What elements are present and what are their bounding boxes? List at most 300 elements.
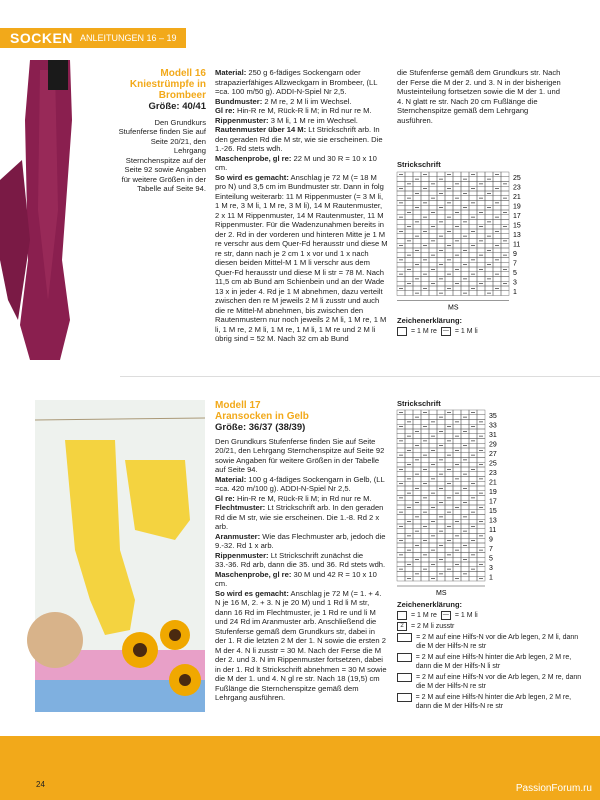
chart-cell bbox=[437, 462, 445, 467]
chart-cell bbox=[437, 434, 445, 439]
chart-cell bbox=[445, 548, 453, 553]
chart-cell bbox=[445, 543, 453, 548]
chart-cell bbox=[445, 557, 453, 562]
instruction-text: Anschlag je 72 M (= 1. + 4. N je 16 M, 2. + 3. N je 20 M) und 1 Rd li M str, dann 16 Rd im Flechtmuster, je 1 Rd re und li M und 24 Rd im Aranmuster arb. Anschließend die Stufenferse gemäß dem Grundkurs str, dabei in der 1. R die letzten 2 M der 1. N sowie die ersten 2 M der 4. N li zusstr = 30 M. Nach der Ferse die M der 2. und 3. N im Rippenmuster fortsetzen, dabei in der 1. Rd lt Strickschrift abnehmen = 30 M sowie die M der 1. und 4. N gl re str. Nach 18 (19,5) cm Fußlänge die Sternchenspitze gemäß dem Lehrgang ausführen. bbox=[215, 588, 387, 702]
chart-cell bbox=[421, 429, 429, 434]
chart-cell bbox=[437, 224, 445, 229]
chart-cell bbox=[405, 172, 413, 177]
chart-cell bbox=[501, 234, 509, 239]
chart-row-label: 19 bbox=[513, 203, 521, 211]
chart-cell bbox=[437, 258, 445, 263]
chart-cell bbox=[429, 424, 437, 429]
chart-cell bbox=[413, 182, 421, 187]
chart-cell bbox=[445, 576, 453, 581]
chart-cell bbox=[477, 500, 485, 505]
chart-cell bbox=[453, 538, 461, 543]
chart-cell bbox=[437, 477, 445, 482]
chart-cell bbox=[453, 510, 461, 515]
chart-cell bbox=[445, 220, 453, 225]
chart-cell bbox=[501, 272, 509, 277]
chart-cell bbox=[453, 410, 461, 415]
chart-cell bbox=[445, 486, 453, 491]
chart-cell bbox=[429, 234, 437, 239]
chart-cell bbox=[453, 234, 461, 239]
chart-cell bbox=[461, 239, 469, 244]
chart-cell bbox=[445, 429, 453, 434]
chart-cell bbox=[461, 534, 469, 539]
chart-row-label: 11 bbox=[513, 241, 521, 249]
chart-cell bbox=[429, 177, 437, 182]
chart-cell bbox=[461, 286, 469, 291]
chart-cell bbox=[421, 253, 429, 258]
chart-cell bbox=[461, 182, 469, 187]
chart-cell bbox=[421, 210, 429, 215]
chart-cell bbox=[413, 481, 421, 486]
instruction-label: So wird es gemacht: bbox=[215, 588, 289, 598]
chart-row-label: 3 bbox=[513, 279, 517, 287]
chart-cell bbox=[397, 491, 405, 496]
model16-intro-text: Den Grundkurs Stufenferse finden Sie auf Seite 20/21, den Lehrgang Sternchenspitze auf der Seite 92 sowie Angaben für weitere Größen in der Tabelle auf Seite 94. bbox=[118, 117, 206, 193]
chart-cell bbox=[501, 262, 509, 267]
chart-cell bbox=[421, 277, 429, 282]
chart-cell bbox=[405, 243, 413, 248]
instruction-text: Hin-R re M, Rück-R li M; in Rd nur re M. bbox=[234, 493, 372, 503]
chart-cell bbox=[413, 210, 421, 215]
chart-cell bbox=[469, 182, 477, 187]
chart-cell bbox=[485, 272, 493, 277]
chart-cell bbox=[445, 234, 453, 239]
chart-cell bbox=[469, 477, 477, 482]
chart-cell bbox=[461, 548, 469, 553]
chart-cell bbox=[429, 543, 437, 548]
instruction-label: Aranmuster: bbox=[215, 531, 261, 541]
chart-cell bbox=[453, 277, 461, 282]
chart-cell bbox=[413, 258, 421, 263]
chart-cell bbox=[493, 239, 501, 244]
chart-cell bbox=[453, 272, 461, 277]
chart-cell bbox=[421, 486, 429, 491]
chart-row-label: 1 bbox=[489, 574, 493, 582]
chart-cell bbox=[445, 505, 453, 510]
chart-cell bbox=[405, 201, 413, 206]
chart-cell bbox=[421, 182, 429, 187]
chart-cell bbox=[461, 481, 469, 486]
chart-cell bbox=[397, 529, 405, 534]
chart-cell bbox=[413, 424, 421, 429]
chart-cell bbox=[413, 272, 421, 277]
chart-cell bbox=[469, 562, 477, 567]
chart-cell bbox=[437, 453, 445, 458]
chart-cell bbox=[397, 448, 405, 453]
chart-cell bbox=[461, 524, 469, 529]
photo-purple-socks bbox=[0, 60, 100, 370]
chart-cell bbox=[477, 557, 485, 562]
chart-cell bbox=[477, 201, 485, 206]
chart-cell bbox=[405, 500, 413, 505]
chart-cell bbox=[405, 557, 413, 562]
chart-cell bbox=[469, 543, 477, 548]
chart-row-label: 27 bbox=[489, 451, 497, 459]
chart-cell bbox=[453, 500, 461, 505]
chart-cell bbox=[485, 182, 493, 187]
chart-cell bbox=[413, 239, 421, 244]
chart-cell bbox=[413, 448, 421, 453]
chart-cell bbox=[445, 239, 453, 244]
chart-cell bbox=[429, 443, 437, 448]
chart-cell bbox=[405, 472, 413, 477]
legend-cable-2: = 2 M auf eine Hilfs-N hinter die Arb legen, 2 M re, dann die M der Hilfs-N li str bbox=[415, 654, 572, 670]
chart-cell bbox=[421, 462, 429, 467]
cable-front-purl-icon bbox=[397, 633, 412, 642]
chart-cell bbox=[445, 191, 453, 196]
chart-row-label: 25 bbox=[489, 460, 497, 468]
chart-cell bbox=[413, 453, 421, 458]
chart-cell bbox=[429, 415, 437, 420]
chart-cell bbox=[397, 196, 405, 201]
instruction-paragraph bbox=[215, 125, 388, 154]
cable-front-knit-icon bbox=[397, 673, 412, 682]
chart-cell bbox=[477, 472, 485, 477]
chart-cell bbox=[477, 415, 485, 420]
chart-cell bbox=[421, 220, 429, 225]
chart-cell bbox=[421, 500, 429, 505]
chart-cell bbox=[493, 253, 501, 258]
chart-cell bbox=[437, 201, 445, 206]
chart-cell bbox=[469, 253, 477, 258]
chart-cell bbox=[421, 472, 429, 477]
chart-cell bbox=[421, 448, 429, 453]
chart-cell bbox=[453, 291, 461, 296]
chart-cell bbox=[445, 253, 453, 258]
chart-cell bbox=[501, 258, 509, 263]
chart-cell bbox=[469, 248, 477, 253]
chart-cell bbox=[453, 553, 461, 558]
chart-cell bbox=[461, 467, 469, 472]
chart-cell bbox=[485, 201, 493, 206]
chart-cell bbox=[477, 286, 485, 291]
chart-cell bbox=[421, 224, 429, 229]
instruction-label: Maschenprobe, gl re: bbox=[215, 569, 292, 579]
chart-cell bbox=[461, 243, 469, 248]
chart-cell bbox=[397, 515, 405, 520]
chart-cell bbox=[477, 410, 485, 415]
chart-cell bbox=[469, 239, 477, 244]
chart-cell bbox=[485, 253, 493, 258]
section-divider bbox=[120, 376, 600, 377]
chart-cell bbox=[453, 557, 461, 562]
legend-knit: = 1 M re bbox=[411, 612, 437, 619]
chart-cell bbox=[477, 277, 485, 282]
chart-cell bbox=[429, 286, 437, 291]
chart-cell bbox=[421, 443, 429, 448]
chart-cell bbox=[461, 477, 469, 482]
chart-cell bbox=[437, 562, 445, 567]
chart-cell bbox=[493, 234, 501, 239]
chart-cell bbox=[429, 429, 437, 434]
chart-cell bbox=[501, 191, 509, 196]
chart-cell bbox=[461, 553, 469, 558]
chart-cell bbox=[477, 429, 485, 434]
instruction-text: 2 M re, 2 M li im Wechsel. bbox=[262, 96, 352, 106]
chart-cell bbox=[461, 196, 469, 201]
instruction-text: 250 g 6-fädiges Sockengarn oder strapazierfähiges Allzweckgarn in Brombeer, (LL =ca. 100 m/50 g). ADDI-N-Spiel Nr 2,5. bbox=[215, 68, 378, 96]
chart-cell bbox=[429, 472, 437, 477]
chart-cell bbox=[429, 215, 437, 220]
chart-cell bbox=[413, 243, 421, 248]
chart-cell bbox=[445, 491, 453, 496]
chart-cell bbox=[453, 177, 461, 182]
chart-cell bbox=[405, 496, 413, 501]
chart-cell bbox=[469, 529, 477, 534]
chart-cell bbox=[461, 272, 469, 277]
chart-cell bbox=[477, 515, 485, 520]
legend-purl: = 1 M li bbox=[454, 328, 478, 335]
chart-cell bbox=[461, 281, 469, 286]
chart-cell bbox=[461, 505, 469, 510]
chart-cell bbox=[429, 467, 437, 472]
chart-cell bbox=[405, 291, 413, 296]
chart-cell bbox=[445, 420, 453, 425]
chart-cell bbox=[405, 248, 413, 253]
chart-cell bbox=[397, 281, 405, 286]
chart-cell bbox=[437, 410, 445, 415]
chart-cell bbox=[413, 439, 421, 444]
chart-cell bbox=[453, 496, 461, 501]
chart-row-label: 33 bbox=[489, 422, 497, 430]
chart-cell bbox=[437, 491, 445, 496]
chart-cell bbox=[461, 562, 469, 567]
chart-cell bbox=[477, 486, 485, 491]
instruction-paragraph bbox=[215, 116, 388, 126]
instruction-label: Flechtmuster: bbox=[215, 503, 266, 512]
chart-cell bbox=[469, 491, 477, 496]
chart-row-label: 35 bbox=[489, 413, 497, 421]
chart-cell bbox=[421, 191, 429, 196]
legend-decrease: = 2 M li zusstr bbox=[411, 623, 455, 630]
chart-cell bbox=[397, 420, 405, 425]
chart-cell bbox=[429, 439, 437, 444]
chart-cell bbox=[461, 410, 469, 415]
chart-cell bbox=[437, 567, 445, 572]
chart-cell bbox=[429, 172, 437, 177]
chart-cell bbox=[477, 572, 485, 577]
chart-cell bbox=[421, 519, 429, 524]
chart-row-label: 9 bbox=[489, 536, 493, 544]
chart-cell bbox=[397, 472, 405, 477]
chart-cell bbox=[469, 505, 477, 510]
chart-row-label: 9 bbox=[513, 251, 517, 259]
chart-cell bbox=[469, 434, 477, 439]
model17-size: Größe: 36/37 (38/39) bbox=[215, 422, 306, 433]
chart-cell bbox=[413, 410, 421, 415]
chart-cell bbox=[469, 472, 477, 477]
chart-cell bbox=[437, 424, 445, 429]
chart-cell bbox=[405, 186, 413, 191]
chart-cell bbox=[413, 519, 421, 524]
chart-cell bbox=[445, 262, 453, 267]
chart-row-label: 31 bbox=[489, 432, 497, 440]
chart-cell bbox=[421, 515, 429, 520]
chart-cell bbox=[485, 196, 493, 201]
chart-cell bbox=[469, 224, 477, 229]
chart-cell bbox=[421, 576, 429, 581]
chart-row-label: 7 bbox=[513, 260, 517, 268]
model16-instructions-cont bbox=[397, 68, 565, 125]
instruction-label: Material: bbox=[215, 474, 247, 484]
chart-cell bbox=[397, 267, 405, 272]
chart-cell bbox=[461, 448, 469, 453]
chart-cell bbox=[445, 196, 453, 201]
chart-cell bbox=[493, 248, 501, 253]
chart-cell bbox=[445, 448, 453, 453]
chart-cell bbox=[413, 524, 421, 529]
chart-cell bbox=[493, 267, 501, 272]
instruction-paragraph bbox=[215, 589, 388, 703]
chart-cell bbox=[421, 562, 429, 567]
chart-cell bbox=[461, 201, 469, 206]
chart-cell bbox=[477, 524, 485, 529]
chart-cell bbox=[405, 177, 413, 182]
section-subtitle: ANLEITUNGEN 16 – 19 bbox=[80, 33, 177, 43]
chart-cell bbox=[445, 572, 453, 577]
model17-legend-row bbox=[397, 693, 587, 711]
chart-cell bbox=[405, 515, 413, 520]
model16-size: Größe: 40/41 bbox=[148, 101, 206, 112]
chart-cell bbox=[437, 286, 445, 291]
chart-cell bbox=[421, 491, 429, 496]
chart-cell bbox=[461, 258, 469, 263]
chart-cell bbox=[413, 538, 421, 543]
chart-cell bbox=[405, 215, 413, 220]
chart-cell bbox=[397, 562, 405, 567]
chart-cell bbox=[413, 491, 421, 496]
chart-cell bbox=[429, 186, 437, 191]
chart-cell bbox=[485, 258, 493, 263]
chart-cell bbox=[397, 543, 405, 548]
chart-cell bbox=[429, 496, 437, 501]
chart-cell bbox=[405, 572, 413, 577]
chart-cell bbox=[421, 572, 429, 577]
chart-cell bbox=[437, 505, 445, 510]
chart-ms-label: MS bbox=[436, 590, 447, 597]
chart-cell bbox=[477, 177, 485, 182]
chart-cell bbox=[469, 500, 477, 505]
chart-cell bbox=[413, 567, 421, 572]
chart-cell bbox=[397, 248, 405, 253]
model17-subtitle: Aransocken in Gelb bbox=[215, 411, 309, 422]
chart-cell bbox=[445, 519, 453, 524]
chart-cell bbox=[413, 467, 421, 472]
chart-cell bbox=[445, 500, 453, 505]
chart-cell bbox=[461, 224, 469, 229]
chart-cell bbox=[469, 420, 477, 425]
chart-cell bbox=[437, 496, 445, 501]
chart-cell bbox=[445, 277, 453, 282]
model17-title: Modell 17 bbox=[215, 400, 261, 411]
instruction-paragraph bbox=[215, 570, 388, 589]
model17-legend-row bbox=[397, 653, 587, 671]
chart-cell bbox=[445, 267, 453, 272]
chart-cell bbox=[437, 576, 445, 581]
chart-cell bbox=[453, 458, 461, 463]
chart-cell bbox=[405, 191, 413, 196]
chart-cell bbox=[429, 243, 437, 248]
legend-knit: = 1 M re bbox=[411, 328, 437, 335]
chart-cell bbox=[429, 205, 437, 210]
instruction-label: Maschenprobe, gl re: bbox=[215, 153, 292, 163]
chart-row-label: 19 bbox=[489, 489, 497, 497]
instruction-text: 3 M li, 1 M re im Wechsel. bbox=[268, 115, 358, 125]
chart-cell bbox=[453, 172, 461, 177]
chart-cell bbox=[437, 272, 445, 277]
chart-cell bbox=[405, 467, 413, 472]
chart-cell bbox=[429, 553, 437, 558]
chart-cell bbox=[405, 443, 413, 448]
chart-cell bbox=[477, 172, 485, 177]
chart-cell bbox=[477, 453, 485, 458]
chart-cell bbox=[437, 510, 445, 515]
chart-cell bbox=[429, 220, 437, 225]
chart-cell bbox=[461, 186, 469, 191]
instruction-label: So wird es gemacht: bbox=[215, 172, 289, 182]
chart-cell bbox=[453, 286, 461, 291]
chart-cell bbox=[485, 215, 493, 220]
chart-cell bbox=[501, 205, 509, 210]
chart-cell bbox=[429, 277, 437, 282]
chart-cell bbox=[437, 538, 445, 543]
chart-row-label: 29 bbox=[489, 441, 497, 449]
model16-chart-title-wrap bbox=[397, 160, 441, 170]
chart-cell bbox=[493, 177, 501, 182]
instruction-paragraph bbox=[215, 106, 388, 116]
legend-cable-4: = 2 M auf eine Hilfs-N hinter die Arb legen, 2 M re, dann die M der Hilfs-N re str bbox=[415, 694, 572, 710]
chart-cell bbox=[453, 472, 461, 477]
knit-symbol-icon bbox=[397, 611, 407, 620]
chart-cell bbox=[405, 524, 413, 529]
chart-cell bbox=[397, 505, 405, 510]
chart-row-label: 3 bbox=[489, 565, 493, 573]
chart-cell bbox=[477, 215, 485, 220]
model17-legend-row bbox=[397, 611, 587, 620]
chart-cell bbox=[397, 253, 405, 258]
chart-cell bbox=[493, 220, 501, 225]
chart-cell bbox=[397, 177, 405, 182]
chart-cell bbox=[477, 248, 485, 253]
chart-cell bbox=[469, 291, 477, 296]
chart-cell bbox=[461, 215, 469, 220]
chart-cell bbox=[397, 534, 405, 539]
chart-cell bbox=[405, 567, 413, 572]
chart-cell bbox=[397, 443, 405, 448]
chart-cell bbox=[501, 277, 509, 282]
chart-cell bbox=[405, 510, 413, 515]
instruction-text: 22 M und 30 R = 10 x 10 cm. bbox=[215, 153, 377, 172]
chart-cell bbox=[445, 472, 453, 477]
chart-cell bbox=[461, 491, 469, 496]
chart-cell bbox=[429, 481, 437, 486]
chart-cell bbox=[437, 196, 445, 201]
chart-cell bbox=[453, 205, 461, 210]
model17-legend-title: Zeichenerklärung: bbox=[397, 600, 463, 609]
chart-cell bbox=[429, 201, 437, 206]
chart-row-label: 21 bbox=[513, 194, 521, 202]
chart-cell bbox=[429, 229, 437, 234]
chart-cell bbox=[493, 262, 501, 267]
chart-cell bbox=[421, 458, 429, 463]
chart-cell bbox=[501, 248, 509, 253]
instruction-text: Den Grundkurs Stufenferse finden Sie auf Seite 20/21, den Lehrgang Sternchenspitze auf Seite 92 sowie Angaben für weitere Größen in der Tabelle auf Seite 94. bbox=[215, 436, 385, 474]
chart-cell bbox=[437, 467, 445, 472]
